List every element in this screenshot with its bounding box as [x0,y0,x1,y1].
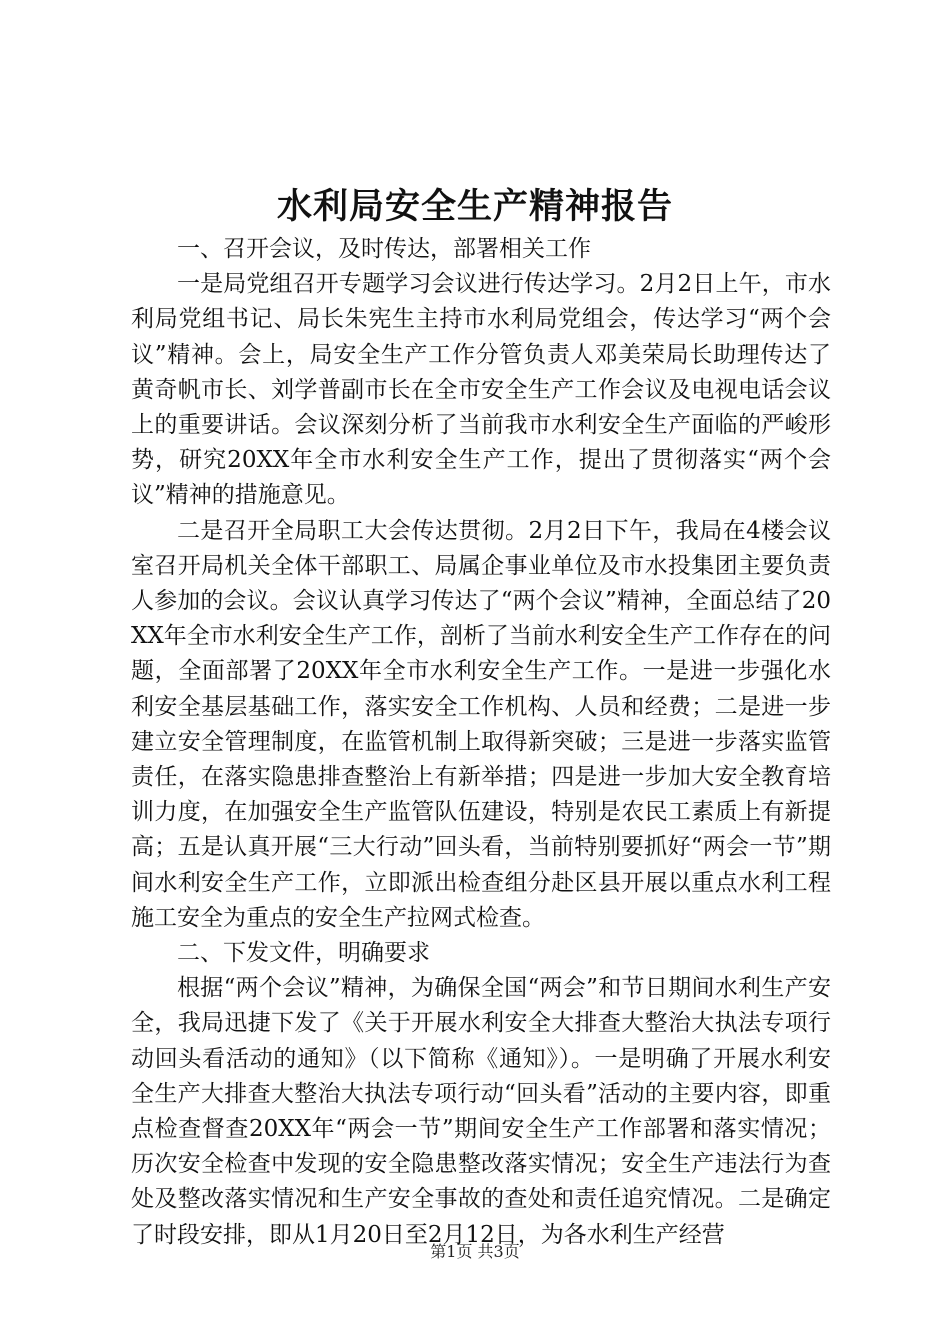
paragraph-1-1: 一是局党组召开专题学习会议进行传达学习。2月2日上午，市水利局党组书记、局长朱宪生主持市水利局党组会，传达学习“两个会议”精神。会上，局安全生产工作分管负责人邓美荣局长助理传达了黄奇帆市长、刘学普副市长在全市安全生产工作会议及电视电话会议上的重要讲话。会议深刻分析了当前我市水利安全生产面临的严峻形势，研究20XX年全市水利安全生产工作，提出了贯彻落实“两个会议”精神的措施意见。 [131,271,831,509]
paragraph-1-2: 二是召开全局职工大会传达贯彻。2月2日下午，我局在4楼会议室召开局机关全体干部职工、局属企事业单位及市水投集团主要负责人参加的会议。会议认真学习传达了“两个会议”精神，全面总结了20XX年全市水利安全生产工作，剖析了当前水利安全生产工作存在的问题，全面部署了20XX年全市水利安全生产工作。一是进一步强化水利安全基层基础工作，落实安全工作机构、人员和经费；二是进一步建立安全管理制度，在监管机制上取得新突破；三是进一步落实监管责任，在落实隐患排查整治上有新举措；四是进一步加大安全教育培训力度，在加强安全生产监管队伍建设，特别是农民工素质上有新提高；五是认真开展“三大行动”回头看，当前特别要抓好“两会一节”期间水利安全生产工作，立即派出检查组分赴区县开展以重点水利工程施工安全为重点的安全生产拉网式检查。 [131,517,831,931]
page-title: 水利局安全生产精神报告 [276,186,673,227]
page-number: 第1页 共3页 [430,1242,520,1261]
section-heading-1: 一、召开会议，及时传达，部署相关工作 [177,236,591,262]
document-body [131,232,831,1253]
section-heading-2: 二、下发文件，明确要求 [177,940,430,967]
paragraph-2-1: 根据“两个会议”精神，为确保全国“两会”和节日期间水利生产安全，我局迅捷下发了《关于开展水利安全大排查大整治大执法专项行动回头看活动的通知》（以下简称《通知》）。一是明确了开展水利安全生产大排查大整治大执法专项行动“回头看”活动的主要内容，即重点检查督查20XX年“两会一节”期间安全生产工作部署和落实情况；历次安全检查中发现的安全隐患整改落实情况；安全生产违法行为查处及整改落实情况和生产安全事故的查处和责任追究情况。二是确定了时段安排，即从1月20日至2月12日，为各水利生产经营 [131,975,831,1248]
